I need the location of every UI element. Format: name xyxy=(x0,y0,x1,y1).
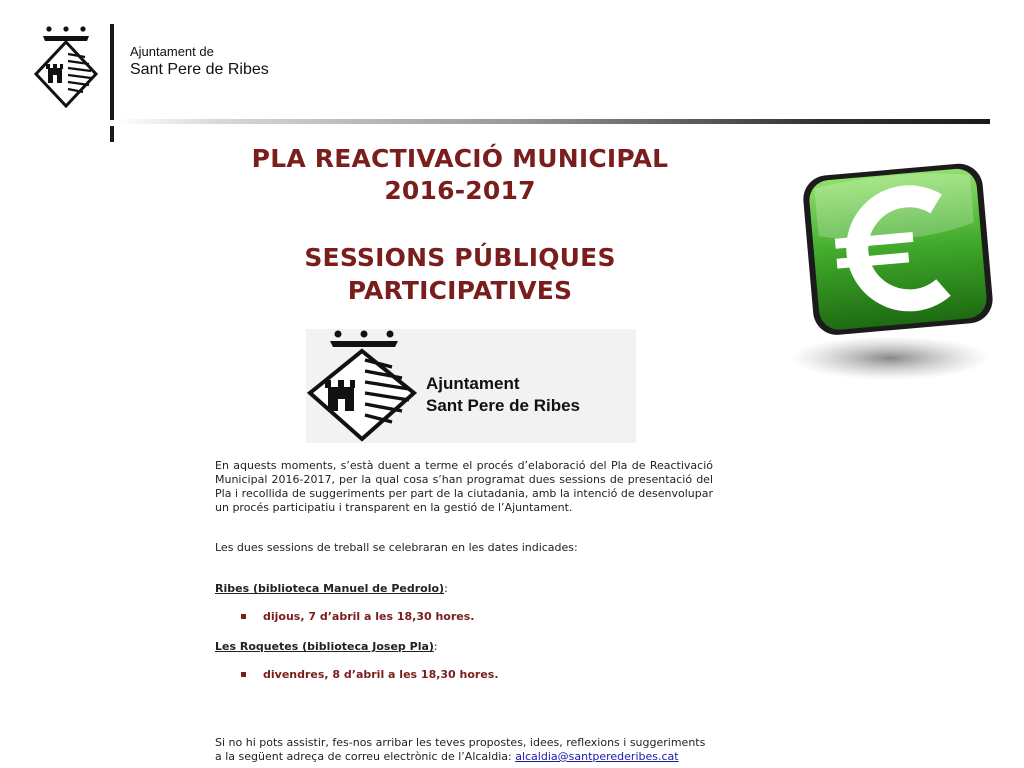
main-title: PLA REACTIVACIÓ MUNICIPAL xyxy=(251,144,669,173)
location-ribes xyxy=(215,582,448,596)
sessions-intro: Les dues sessions de treball se celebraran en les dates indicades: xyxy=(215,541,578,554)
coat-of-arms-icon xyxy=(33,24,99,108)
location-ribes-colon: : xyxy=(444,582,448,595)
contact-text: Si no hi pots assistir, fes-nos arribar les teves propostes, idees, reflexions i suggeriments a la següent adreça de correu electrònic de l’Alcaldia: xyxy=(215,736,706,763)
bullet-square-icon xyxy=(241,614,246,619)
inner-logo-line2: Sant Pere de Ribes xyxy=(426,396,581,415)
session-date-1: dijous, 7 d’abril a les 18,30 hores. xyxy=(263,610,475,623)
subtitle-line2: PARTICIPATIVES xyxy=(347,276,573,305)
intro-paragraph: En aquests moments, s’està duent a terme el procés d’elaboració del Pla de Reactivació Municipal 2016-2017, per la qual cosa s’han programat dues sessions de presentació del Pla i recollida de suggeriments per part de la ciutadania, amb la intenció de desenvolupar un procés participatiu i transparent en la gestió de l’Ajuntament. xyxy=(215,459,713,514)
bullet-square-icon xyxy=(241,672,246,677)
coat-of-arms-large-icon xyxy=(306,327,418,445)
header-org-line1: Ajuntament de xyxy=(130,44,214,59)
location-roquetes-colon: : xyxy=(433,640,438,653)
euro-icon xyxy=(780,160,1000,390)
header-divider xyxy=(110,24,114,120)
header-divider-tail xyxy=(110,126,114,142)
email-link[interactable]: alcaldia@santperederibes.cat xyxy=(515,750,679,763)
main-title-years: 2016-2017 xyxy=(384,176,536,205)
header-org-line2: Sant Pere de Ribes xyxy=(130,61,269,78)
inner-logo-line1: Ajuntament xyxy=(426,374,520,393)
location-roquetes xyxy=(215,640,438,654)
location-ribes-label: Ribes (biblioteca Manuel de Pedrolo) xyxy=(215,582,445,595)
header-rule xyxy=(114,119,990,124)
subtitle-line1: SESSIONS PÚBLIQUES xyxy=(304,243,616,272)
session-date-2: divendres, 8 d’abril a les 18,30 hores. xyxy=(263,668,499,681)
contact-paragraph xyxy=(215,736,715,764)
location-roquetes-label: Les Roquetes (biblioteca Josep Pla) xyxy=(215,640,434,653)
